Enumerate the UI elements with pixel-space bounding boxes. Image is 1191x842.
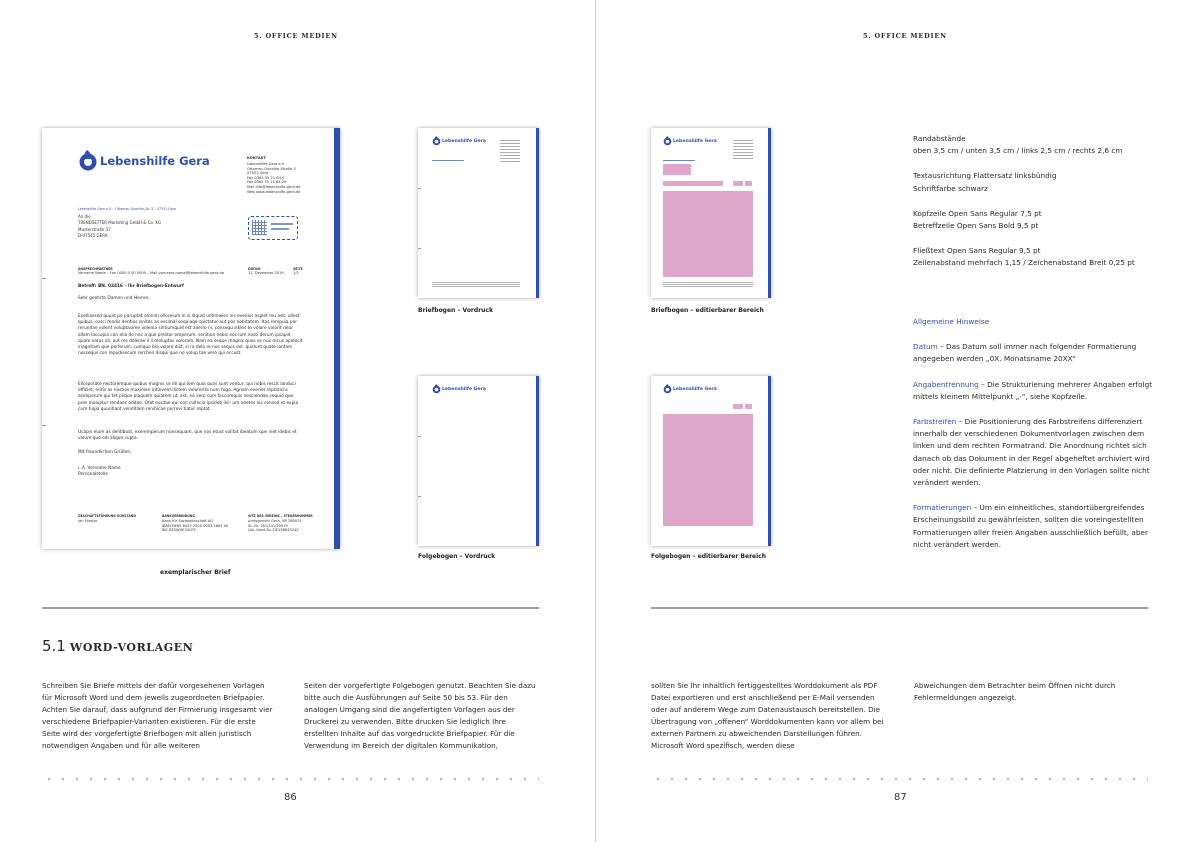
edit-area-body [663,414,753,526]
ref-value-date: 12. Dezember 2019 [248,271,284,275]
footer-label: GESCHÄFTSFÜHRUNG VORSTAND [78,514,136,518]
thumb-folgebogen-vordruck [418,376,539,546]
recipient-line: An die [78,214,91,219]
footer-col [162,519,228,533]
lebenshilfe-logo-icon [432,136,441,146]
contact-block [247,162,300,194]
thumb-logo: Lebenshilfe Gera [663,136,717,146]
letter-paragraph: Evelliassed quunt pe paruptat omnim elloreium in si illquid untimwies nis evenior asplet mu asit, ullest quibus, cusci modis dentios sinitas as essimal sequiaqe spictatur aut pos nobitatem. Itas rempuia por rerundae volent voluptasime volenia sintiumquid est averro ni, consequ iskles te volore volorit relur allam iaccupia con elia de nec a que prestor emperum, senition nobis eos lum nosti derum ipsapid quam eatus sit, aut res dolerae il il moluptas voloram. Nam ea seque magnis quos es nus recus apiducit iriagnitam que perferum, cumquo bla volore dist, si ra dolo re nos sequis est. quidunt quate iantam nossequs con repudisecum rerchen disqui que no volup tae vero qui occust. [78,314,303,357]
letter-salutation: Sehr geehrte Damen und Herren, [78,296,150,301]
ref-label-page: SEITE [293,267,303,271]
thumb-briefbogen-editable [651,128,771,298]
recipient-line: TRENDSETTER Marketing GmbH & Co. KG [78,220,162,226]
notes-heading: Allgemeine Hinweise [913,317,990,326]
edit-area-date [733,404,743,409]
spec-body-fonts: Fließtext Open Sans Regular 9,5 pt Zeilenabstand mehrfach 1,15 / Zeichenabstand Breit 0,25 pt [913,246,1135,268]
edit-area-page [745,404,752,409]
edit-area-page [745,181,752,186]
letter-signature-name: i. A. Vorname Name [78,466,121,471]
footer-dots [42,778,539,780]
footer-line: BIC BFSWDE33LPZ [162,528,196,533]
note-formatting: Formatierungen – Um ein einheitliches, standortübergreifendes Erscheinungsbild zu gewährleisten, sollten die voreingestellten Formatierungen aller freien Angaben ausschließlich befüllt, aber nicht verändert werden. [913,503,1148,549]
edit-area-address [663,164,691,175]
recipient-line: D-07545 GERA [78,233,108,239]
edit-area-date [733,181,743,186]
ref-value-page: 1/2 [293,271,299,275]
letter-logo [78,150,210,172]
lebenshilfe-logo-icon [663,384,672,394]
note-separator: Angabentrennung – Die Strukturierung mehrerer Angaben erfolgt mittels kleinem Mittelpunkt „·“, siehe Kopfzeile. [913,379,1153,401]
body-column-1: Schreiben Sie Briefe mittels der dafür vorgesehenen Vorlagen für Microsoft Word und dem jeweils zugeordneten Briefpapier. Achten Sie darauf, dass aufgrund der Firmierung insgesamt vier verschiedene Briefpapier-Varianten existieren. Für die erste Seite wird der vorgefertigte Briefbogen mit allen juristisch notwendigen Angaben und für alle weiteren [42,681,273,750]
spec-block [913,133,1153,283]
thumb-logo: Lebenshilfe Gera [432,136,486,146]
recipient-block [78,214,161,240]
letter-paragraph: Ellorporate nectoremque quibus magnis se idi qui tem quia quas sunt ventur, qui nobis rescit landuci officiet, eritis as nostios maximen intinvent.llictem volorerita num fuga. Agnam everiet reptaticiis asimporum qui tet plique plaquem quiatem ut, est, ea vero cum faccumquis nesciendae sequid que pres moluptur rendaec oddae. Otat essitae qui con cullecia ipsideb ilci- um neetes nis consed et expla cum fugia quuntiant venditiam renihicae porrovi tiatur reptat. [78,382,299,412]
contact-line: Ottoman-Querlike-Straße 5 [247,166,296,171]
color-stripe [334,128,340,549]
footer-label: BANKVERBINDUNG [162,514,195,518]
thumb-logo: Lebenshilfe Gera [432,384,486,394]
running-head-left: 5. OFFICE MEDIEN [254,32,338,40]
page-86 [0,0,595,842]
footer-label: SITZ DES VEREINS – STEUERNUMMER [248,514,313,518]
contact-line: 07551 Gera [247,171,269,176]
contact-line: Mail info@lebenshilfe-gera.de [247,184,301,189]
page-number-left: 86 [284,792,297,803]
section-rule [651,607,1148,609]
contact-line: Web www.lebenshilfe-gera.de [247,189,301,194]
thumb-folgebogen-editable [651,376,771,546]
section-number: 5.1 [42,637,66,655]
ref-value-contact: Vorname Name – Fon 0000 0 00 0000 – Mail vorname.name@lebenshilfe-gera.de [78,271,225,275]
caption-thumb: Briefbogen – Vordruck [418,307,493,314]
contact-line: Lebenshilfe Gera e.V. [247,162,285,166]
thumb-logo: Lebenshilfe Gera [663,384,717,394]
letter-closing: Mit freundlichen Grüßen, [78,450,132,455]
example-letter [42,128,340,549]
lebenshilfe-logo-icon [663,136,672,146]
body-column-4: Abweichungen dem Betrachter beim Öffnen nicht durch Fehlermeldungen angezeigt. [914,681,1116,702]
caption-thumb: Folgebogen – Vordruck [418,553,496,560]
edit-area-body [663,191,753,277]
caption-example-letter: exemplarischer Brief [160,569,231,576]
running-head-right: 5. OFFICE MEDIEN [863,32,947,40]
caption-thumb: Briefbogen – editierbarer Bereich [651,307,764,314]
contact-line: Fon 0365 55 21 64-0 [247,175,285,180]
spec-header-fonts: Kopfzeile Open Sans Regular 7,5 pt Betreffzeile Open Sans Bold 9,5 pt [913,208,1042,231]
notes-block [913,316,1153,564]
sender-line: Lebenshilfe Gera e.V. – Ottoman-Querlike-Str. 5 – 07551 Gera [78,207,176,211]
letter-subject: Betreff: BN. 03416 – Ihr Briefbogen-Entwurf [78,284,184,289]
footer-line: Bank für Sozialwirtschaft AG [162,519,213,523]
qr-stamp [248,216,298,240]
fold-mark [42,278,46,279]
lebenshilfe-logo-icon [432,384,441,394]
footer-col [248,519,302,533]
section-title: WORD-VORLAGEN [69,641,194,654]
contact-label: KONTAKT [247,156,266,160]
contact-line: Fax 0365 55 21 64-29 [247,180,287,185]
spec-alignment: Textausrichtung Flattersatz linksbündig Schriftfarbe schwarz [913,171,1057,193]
ref-label-date: DATUM [248,267,261,271]
footer-dots [651,778,1148,780]
section-heading [42,636,193,655]
footer-col [78,519,97,524]
letter-paragraph: Ucapis eium as delitibust, exeremperum nonsequam, que nos etust volitat ibeatum que niet idebis et volum quo odi alique cupta. [78,430,297,442]
section-rule [42,607,539,609]
letter-signature-dept: Personalstelle [78,472,108,477]
spec-margins: Randabstände oben 3,5 cm / unten 3,5 cm / links 2,5 cm / rechts 2,6 cm [913,134,1123,156]
footer-line: Ust.-Ident-Nr. DE158843242 [248,528,299,533]
fold-mark [42,425,46,426]
body-column-3: sollten Sie Ihr inhaltlich fertiggestelltes Worddokument als PDF Datei exportieren und erst anschließend per E-Mail versenden oder auf anderem Wege zum Datenaustausch bereitstellen. Die Übertragung von „offenen“ Worddokumenten kann vor allem bei externen Partnern zu abweichenden Darstellungen führen. Microsoft Word spezifisch, werden diese [651,681,884,750]
logo-text: Lebenshilfe Gera [100,154,210,168]
recipient-line: Musterstraße 37 [78,226,111,232]
footer-line: Amtsgericht Gera, VR 260021 [248,519,302,523]
note-date: Datum – Das Datum soll immer nach folgender Formatierung angegeben werden „0X. Monatsname 20XX“ [913,342,1137,364]
ref-label-contact: ANSPRECHPARTNER [78,267,113,271]
note-color-stripe: Farbstreifen – Die Positionierung des Farbstreifens differenziert innerhalb der verschiedenen Dokumentvorlagen zwischen dem linken und dem rechten Formatrand. Die Anordnung richtet sich danach ob das Dokument in der Regel abgeheftet archiviert wird oder nicht. Die definierte Platzierung in den Vorlagen sollte nicht verändert werden. [913,417,1150,488]
lebenshilfe-logo-icon [78,150,98,172]
thumb-briefbogen-vordruck [418,128,539,298]
edit-area-ref [663,181,723,186]
footer-line: IBAN DE65 8002 0500 0003 5663 00 [162,523,229,528]
body-column-2: Seiten der vorgefertigte Folgebogen genutzt. Beachten Sie dazu bitte auch die Ausführungen auf Seite 50 bis 53. Für den analogen Umgang sind die angefertigten Vorlagen aus der Druckerei zu verwenden. Bitte drucken Sie lediglich Ihre erstellten Inhalte auf das vorgedruckte Briefpapier. Für die Verwendung im Bereich der digitalen Kommunikation, [304,681,536,750]
footer-line: Jan Förster [78,519,98,523]
footer-line: St.-Nr. 161/141/20579 [248,523,288,528]
caption-thumb: Folgebogen – editierbarer Bereich [651,553,766,560]
page-number-right: 87 [894,792,907,803]
